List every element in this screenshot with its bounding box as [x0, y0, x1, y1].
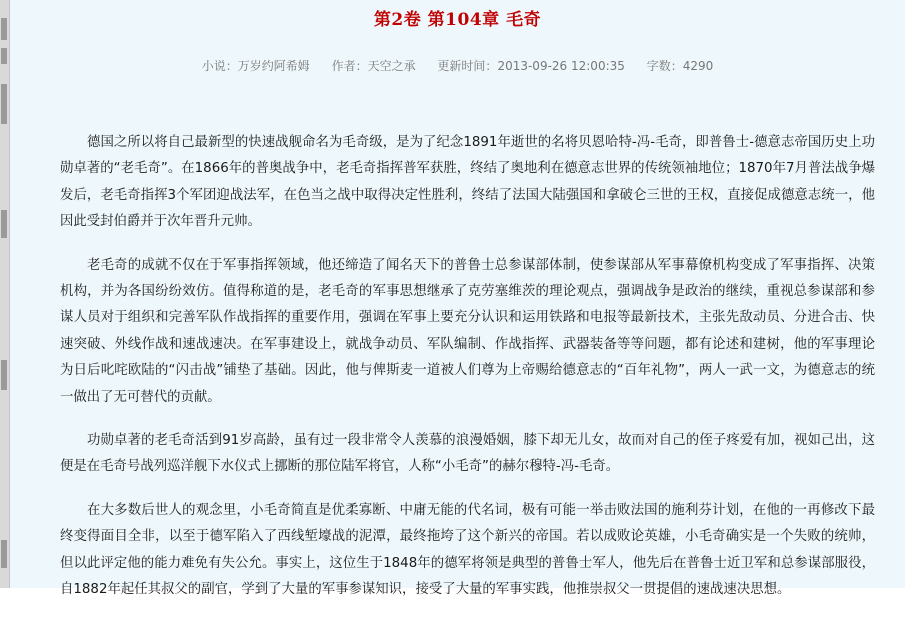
wordcount-label: 字数：	[646, 59, 683, 73]
updated-value: 2013-09-26 12:00:35	[497, 59, 625, 73]
wordcount-info	[647, 59, 714, 73]
novel-label: 小说：	[201, 59, 238, 73]
chapter-content	[60, 130, 875, 621]
paragraph: 功勋卓著的老毛奇活到91岁高龄，虽有过一段非常令人羡慕的浪漫婚姻，膝下却无儿女，故而对自己的侄子疼爱有加，视如己出，这便是在毛奇号战列巡洋舰下水仪式上挪断的那位陆军将官，人称“小毛奇”的赫尔穆特-冯-毛奇。	[60, 433, 875, 475]
paragraph: 在大多数后世人的观念里，小毛奇简直是优柔寡断、中庸无能的代名词，极有可能一举击败法国的施利芬计划，在他的一再修改下最终变得面目全非，以至于德军陷入了西线堑壕战的泥潭，最终拖垮了这个新兴的帝国。若以成败论英雄，小毛奇确实是一个失败的统帅，但以此评定他的能力难免有失公允。事实上，这位生于1848年的德军将领是典型的普鲁士军人，他先后在普鲁士近卫军和总参谋部服役，自1882年起任其叔父的副官，学到了大量的军事参谋知识，接受了大量的军事实践，他推崇叔父一贯提倡的速战速决思想。	[60, 502, 875, 598]
author-name: 天空之承	[367, 59, 416, 73]
chapter-title: 第2卷 第104章 毛奇	[373, 10, 542, 30]
reading-page	[10, 0, 905, 598]
paragraph: 老毛奇的成就不仅在于军事指挥领域，他还缔造了闻名天下的普鲁士总参谋部体制，使参谋部从军事幕僚机构变成了军事指挥、决策机构，并为各国纷纷效仿。值得称道的是，老毛奇的军事思想继承了克劳塞维茨的理论观点，强调战争是政治的继续，重视总参谋部和参谋人员对于组织和完善军队作战指挥的重要作用，强调在军事上要充分认识和运用铁路和电报等最新技术，主张先敌动员、分进合击、快速突破、外线作战和速战速决。在军事建设上，就战争动员、军队编制、作战指挥、武器装备等等问题，都有论述和建树，他的军事理论为日后叱咤欧陆的“闪击战”铺垫了基础。因此，他与俾斯麦一道被人们尊为上帝赐给德意志的“百年礼物”，两人一武一文，为德意志的统一做出了无可替代的贡献。	[60, 257, 875, 405]
author-label: 作者：	[331, 59, 368, 73]
author-info	[332, 59, 416, 73]
edge-mark	[1, 360, 7, 390]
novel-name: 万岁约阿希姆	[237, 59, 310, 73]
edge-mark	[1, 18, 7, 40]
right-margin	[905, 0, 916, 588]
edge-mark	[1, 84, 7, 124]
novel-info	[202, 59, 310, 73]
chapter-meta	[10, 57, 905, 74]
updated-info	[437, 59, 624, 73]
wordcount-value: 4290	[682, 59, 714, 73]
edge-mark	[1, 540, 7, 568]
updated-label: 更新时间：	[437, 59, 498, 73]
edge-mark	[1, 210, 7, 238]
paragraph: 德国之所以将自己最新型的快速战舰命名为毛奇级，是为了纪念1891年逝世的名将贝恩哈特-冯-毛奇，即普鲁士-德意志帝国历史上功勋卓著的“老毛奇”。在1866年的普奥战争中，老毛奇指挥普军获胜，终结了奥地利在德意志世界的传统领袖地位；1870年7月普法战争爆发后，老毛奇指挥3个军团迎战法军，在色当之战中取得决定性胜利，终结了法国大陆强国和拿破仑三世的王权，直接促成德意志统一，他因此受封伯爵并于次年晋升元帅。	[60, 135, 875, 230]
left-edge-bar	[0, 0, 10, 588]
edge-mark	[1, 48, 7, 64]
